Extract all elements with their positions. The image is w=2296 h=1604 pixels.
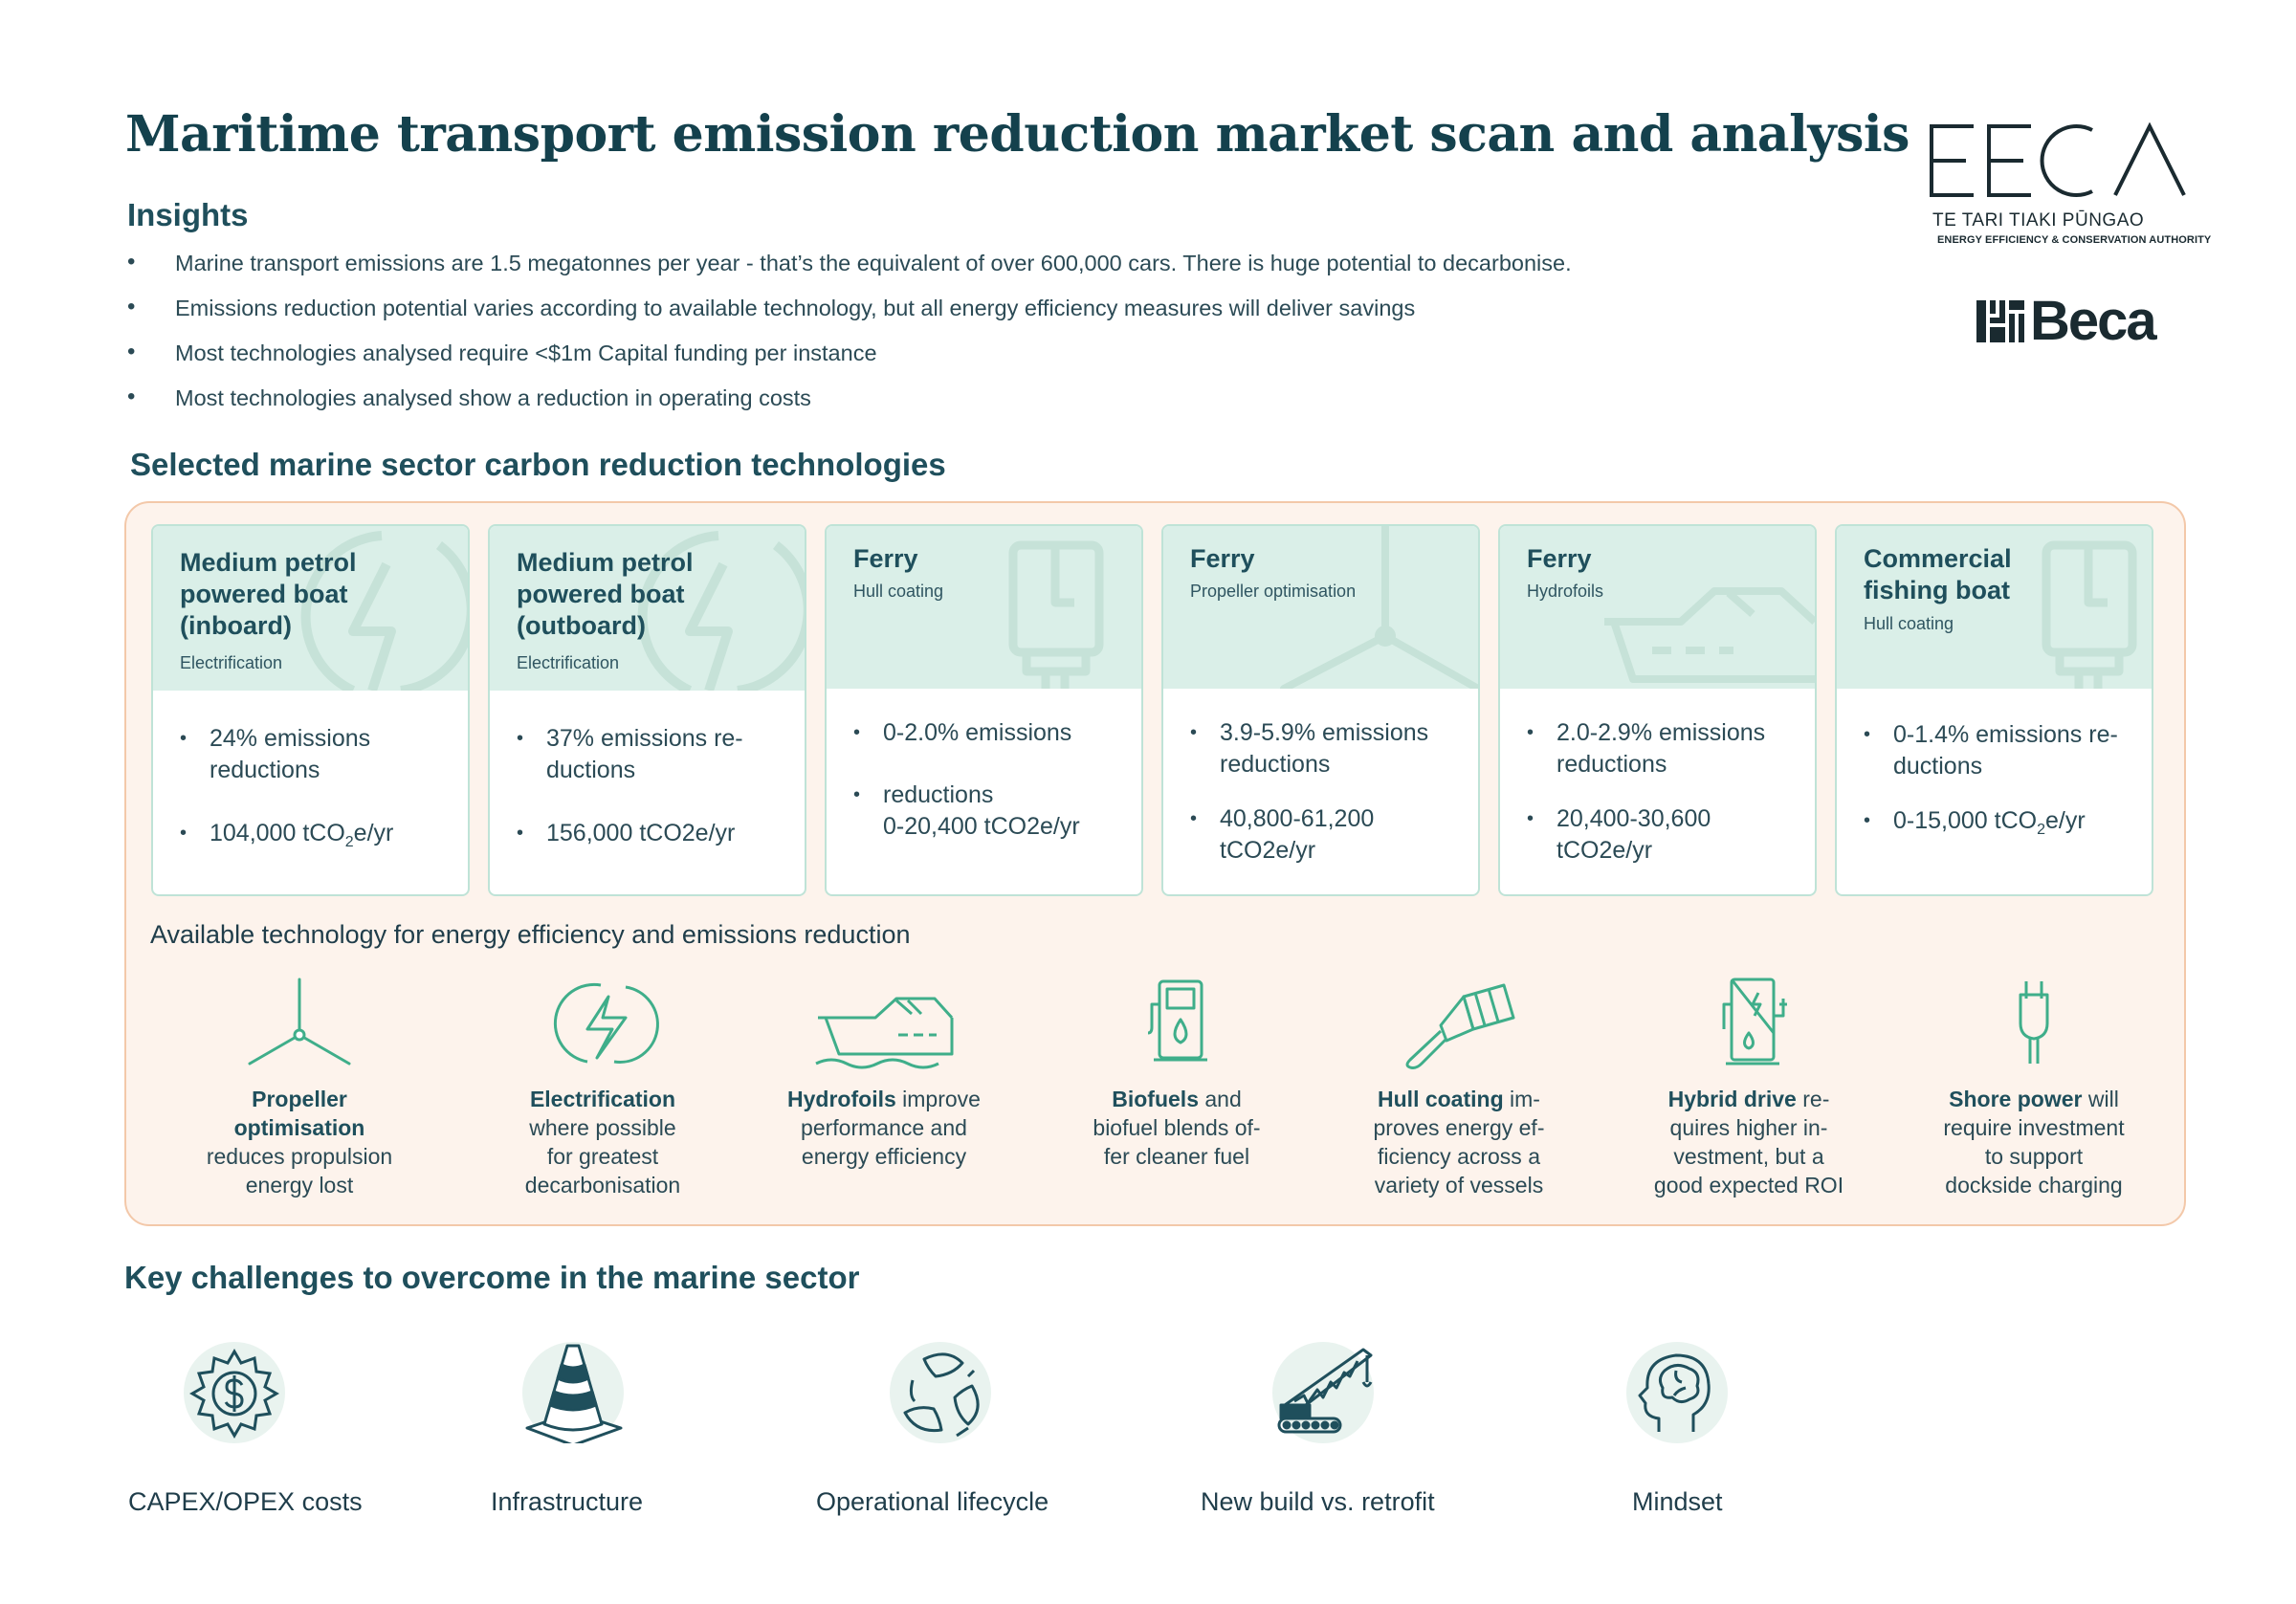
card-subtitle: Hydrofoils [1527, 582, 1604, 601]
challenge-icon-lifecycle [890, 1342, 991, 1443]
card-bullet: • 0-1.4% emissions re- ductions [1864, 719, 2141, 782]
tech-hull-coating [1344, 976, 1574, 1199]
insights-heading: Insights [127, 197, 249, 232]
crane-icon [1271, 1342, 1377, 1443]
card-bullet: • 0-15,000 tCO$_2$e/yr [1864, 805, 2141, 846]
tech-description: Hydrofoils improve performance and energy efficiency [787, 1087, 981, 1169]
dollar-gear-icon [184, 1342, 285, 1443]
tech-description: Biofuels and biofuel blends of- fer cleaner fuel [1093, 1087, 1261, 1169]
page-title: Maritime transport emission reduction market scan and analysis [125, 105, 1910, 164]
lightning-icon [545, 976, 660, 1071]
plug-icon [1976, 976, 2091, 1071]
available-heading: Available technology for energy efficiency and emissions reduction [150, 920, 911, 949]
tech-propeller-optimisation [185, 976, 414, 1199]
challenge-icon-capex [184, 1342, 285, 1443]
recycle-leaves-icon [890, 1342, 991, 1443]
tech-card-ferry-propeller [1161, 524, 1480, 896]
tech-description: Hull coating im- proves energy ef- ficiency across a variety of vessels [1373, 1087, 1545, 1198]
tech-card-fishing-boat [1835, 524, 2153, 896]
tech-shore-power [1919, 976, 2149, 1199]
challenge-icon-mindset [1626, 1342, 1728, 1443]
challenges-heading: Key challenges to overcome in the marine sector [124, 1260, 860, 1295]
tech-hydrofoils [769, 976, 999, 1171]
tech-card-inboard-boat [151, 524, 470, 896]
card-title: Ferry [853, 544, 918, 573]
card-title: Commercial fishing boat [1864, 544, 2012, 604]
challenge-icon-new-build [1271, 1342, 1377, 1443]
card-header [490, 526, 805, 691]
selected-heading: Selected marine sector carbon reduction technologies [130, 447, 946, 482]
card-header [1837, 526, 2152, 689]
card-bullet: • reductions 0-20,400 tCO2e/yr [853, 780, 1131, 843]
card-title: Medium petrol powered boat (inboard) [180, 548, 357, 640]
paint-brush-icon [1397, 976, 1521, 1071]
challenge-label: CAPEX/OPEX costs [128, 1487, 363, 1516]
tech-description: Shore power will require investment to support dockside charging [1943, 1087, 2125, 1198]
insight-item: • Most technologies analysed require <$1m Capital funding per instance [127, 341, 1572, 385]
card-subtitle: Electrification [180, 653, 283, 672]
card-bullet: • 0-2.0% emissions [853, 717, 1131, 749]
card-title: Ferry [1527, 544, 1592, 573]
tech-card-ferry-hydrofoils [1498, 524, 1817, 896]
card-bullet: • 3.9-5.9% emissions reductions [1190, 717, 1468, 780]
card-subtitle: Electrification [517, 653, 620, 672]
card-bullet: • 40,800-61,200 tCO2e/yr [1190, 803, 1468, 867]
card-subtitle: Hull coating [853, 582, 944, 601]
eeca-logo [1928, 122, 2186, 199]
tech-hybrid-drive [1634, 976, 1864, 1199]
hybrid-pump-icon [1691, 976, 1806, 1071]
paint-roller-icon [969, 526, 1141, 689]
challenge-label: Mindset [1632, 1487, 1723, 1516]
tech-description: Propeller optimisation reduces propulsion energy lost [206, 1087, 393, 1198]
paint-roller-icon [2018, 526, 2152, 689]
tech-card-ferry-hull-coating [825, 524, 1143, 896]
card-header [1500, 526, 1815, 689]
fuel-pump-icon [1119, 976, 1234, 1071]
traffic-cone-icon [521, 1342, 627, 1443]
card-bullet: • 20,400-30,600 tCO2e/yr [1527, 803, 1804, 867]
challenge-icon-infrastructure [521, 1342, 627, 1443]
insight-item: • Most technologies analysed show a reduction in operating costs [127, 385, 1572, 430]
card-title: Ferry [1190, 544, 1255, 573]
insights-list [127, 251, 1572, 430]
challenge-label: New build vs. retrofit [1201, 1487, 1435, 1516]
boat-icon [812, 976, 956, 1071]
tech-biofuels [1062, 976, 1292, 1171]
beca-logo [1976, 290, 2155, 352]
card-bullet: • 104,000 tCO$_2$e/yr [180, 818, 457, 858]
card-header [827, 526, 1141, 689]
propeller-icon [242, 976, 357, 1071]
card-bullet: • 24% emissions reductions [180, 723, 457, 786]
card-subtitle: Hull coating [1864, 614, 1954, 633]
eeca-tagline: TE TARI TIAKI PŪNGAO [1932, 210, 2145, 231]
card-bullet: • 156,000 tCO2e/yr [517, 818, 794, 849]
insight-item: • Marine transport emissions are 1.5 megatonnes per year - that’s the equivalent of over 600,000 cars. There is huge potential to decarbonise. [127, 251, 1572, 296]
beca-wordmark: Beca [2030, 290, 2155, 352]
challenge-label: Infrastructure [491, 1487, 644, 1516]
eeca-full-name: ENERGY EFFICIENCY & CONSERVATION AUTHORITY [1937, 234, 2212, 246]
card-bullet: • 37% emissions re- ductions [517, 723, 794, 786]
tech-description: Electrification where possible for greatest decarbonisation [524, 1087, 681, 1198]
tech-electrification [488, 976, 718, 1199]
challenge-label: Operational lifecycle [816, 1487, 1049, 1516]
tech-description: Hybrid drive re- quires higher in- vestment, but a good expected ROI [1653, 1087, 1844, 1198]
card-bullet: • 2.0-2.9% emissions reductions [1527, 717, 1804, 780]
tech-card-outboard-boat [488, 524, 806, 896]
beca-mark-icon [1976, 300, 2024, 342]
insight-item: • Emissions reduction potential varies according to available technology, but all energy efficiency measures will deliver savings [127, 296, 1572, 341]
card-subtitle: Propeller optimisation [1190, 582, 1357, 601]
card-header [1163, 526, 1478, 689]
card-title: Medium petrol powered boat (outboard) [517, 548, 694, 640]
head-brain-icon [1626, 1342, 1728, 1443]
card-header [153, 526, 468, 691]
